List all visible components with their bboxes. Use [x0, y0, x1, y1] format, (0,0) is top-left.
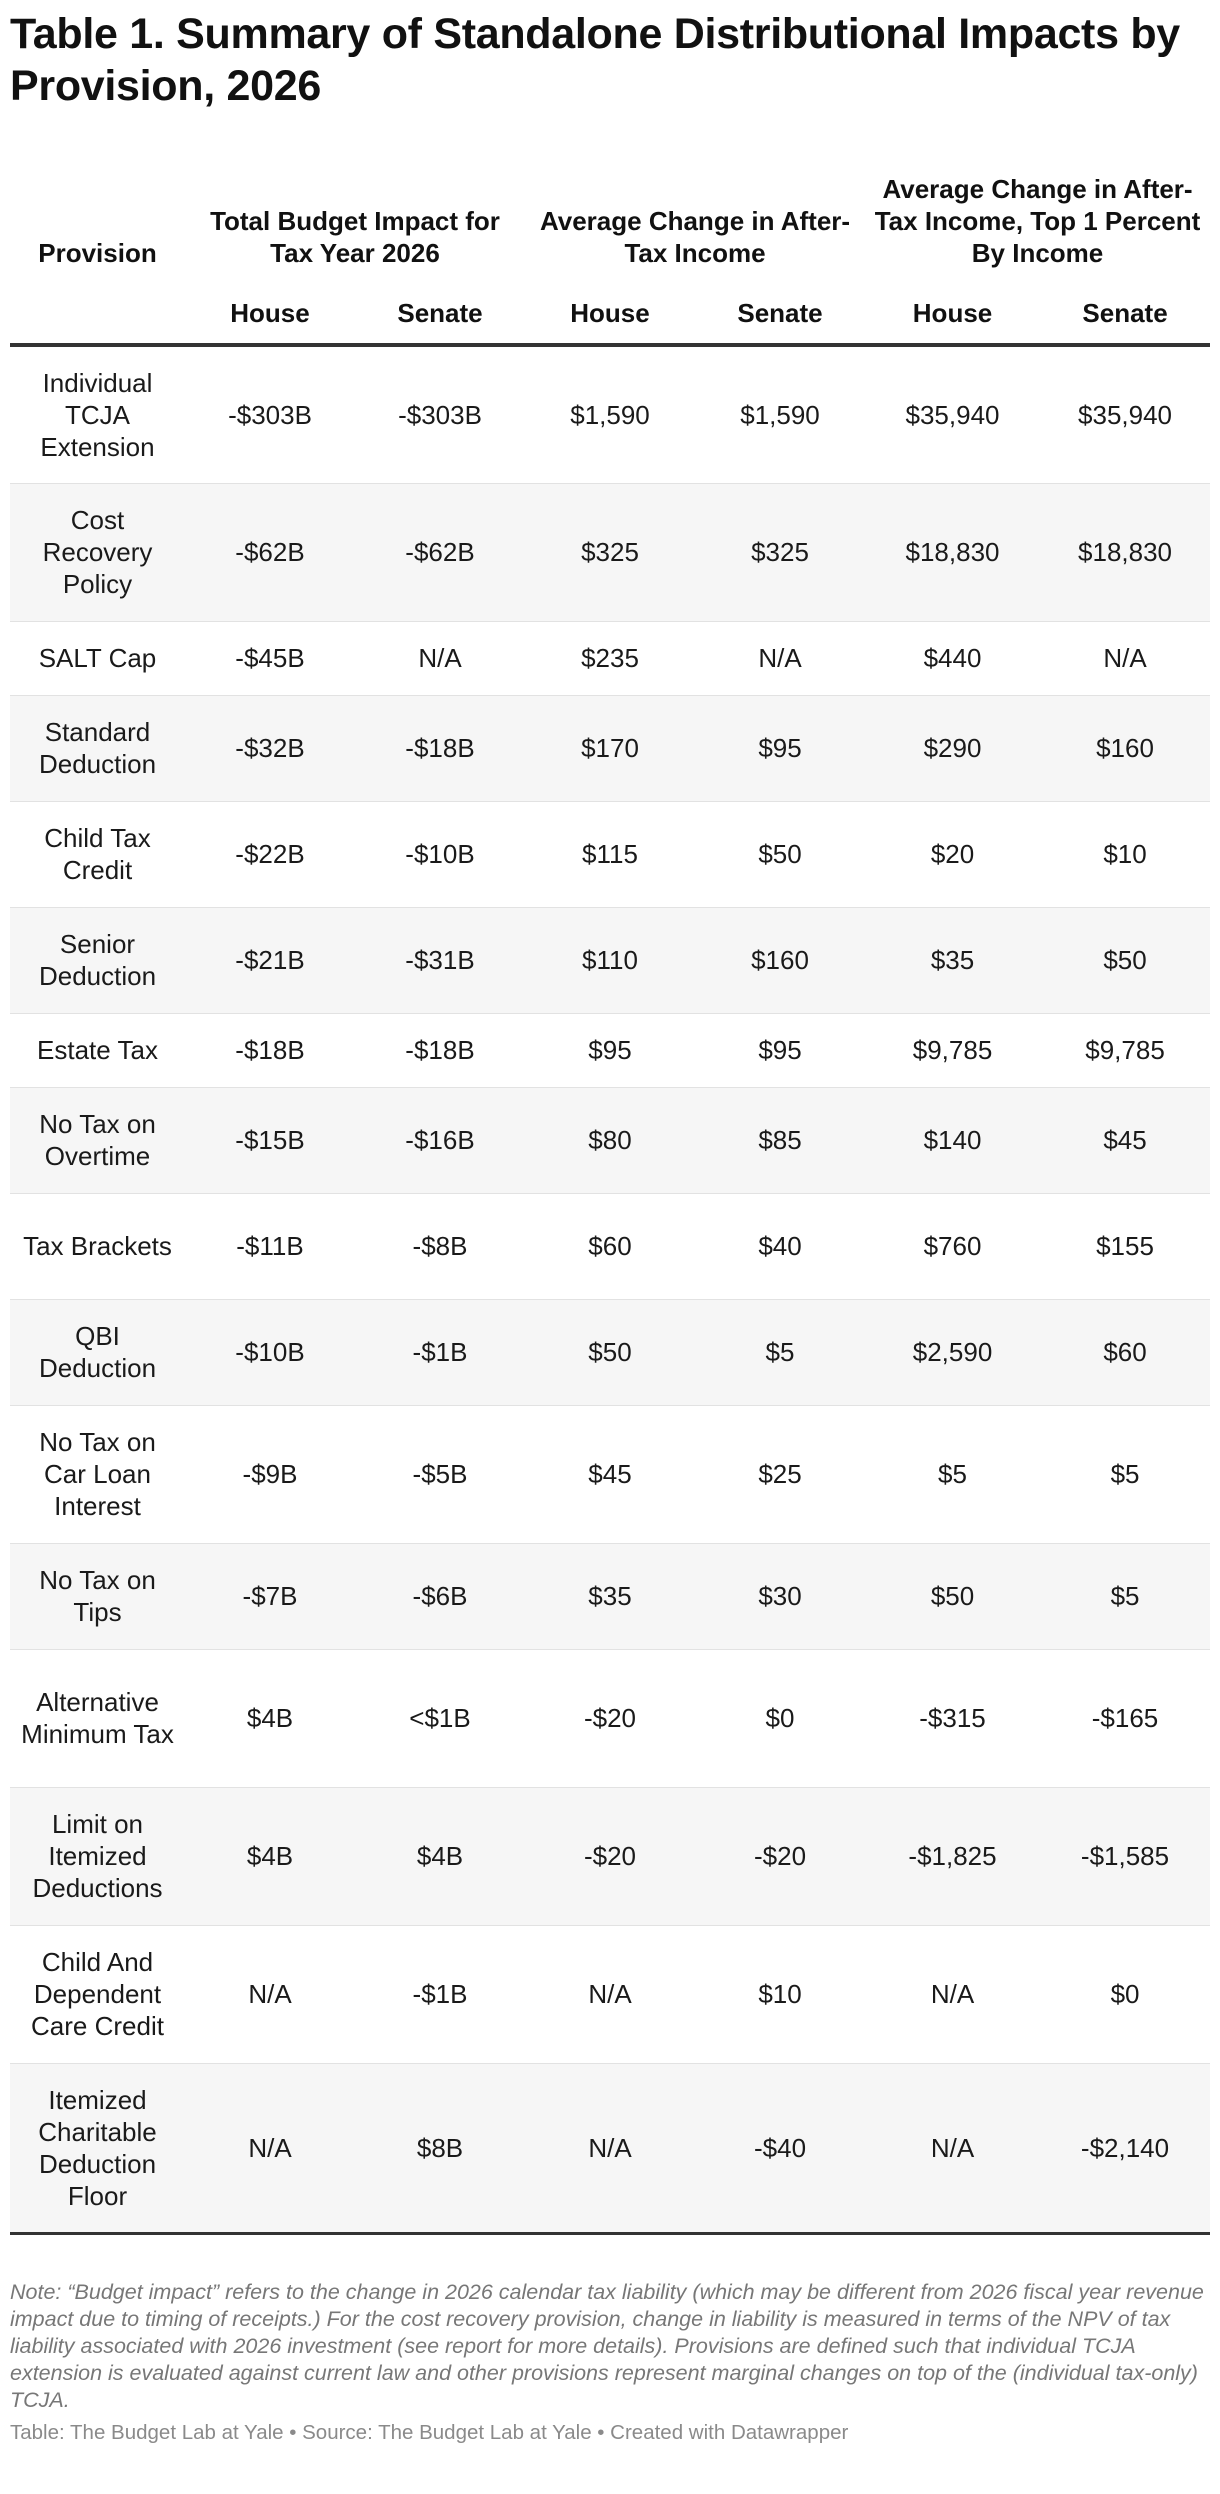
value-cell: -$18B — [185, 1013, 355, 1087]
value-cell: $18,830 — [1040, 483, 1210, 621]
provision-cell: No Tax on Tips — [10, 1543, 185, 1649]
value-cell: $170 — [525, 695, 695, 801]
table-row — [10, 1543, 1210, 1649]
value-cell: $160 — [1040, 695, 1210, 801]
value-cell: $2,590 — [865, 1299, 1040, 1405]
value-cell: -$7B — [185, 1543, 355, 1649]
value-cell: -$20 — [695, 1787, 865, 1925]
header-group-row — [10, 172, 1210, 283]
column-header-house: House — [865, 283, 1040, 345]
value-cell: N/A — [355, 621, 525, 695]
table-row — [10, 1087, 1210, 1193]
column-group-budget-impact: Total Budget Impact for Tax Year 2026 — [210, 206, 500, 268]
value-cell: N/A — [695, 621, 865, 695]
provision-cell: QBI Deduction — [10, 1299, 185, 1405]
value-cell: -$32B — [185, 695, 355, 801]
value-cell: $25 — [695, 1405, 865, 1543]
value-cell: $35,940 — [865, 345, 1040, 483]
column-header-house: House — [525, 283, 695, 345]
provision-cell: Limit on Itemized Deductions — [10, 1787, 185, 1925]
value-cell: -$16B — [355, 1087, 525, 1193]
value-cell: $95 — [695, 1013, 865, 1087]
value-cell: $290 — [865, 695, 1040, 801]
value-cell: $20 — [865, 801, 1040, 907]
provision-cell: Individual TCJA Extension — [10, 345, 185, 483]
value-cell: N/A — [865, 2063, 1040, 2233]
table-row — [10, 1405, 1210, 1543]
value-cell: -$18B — [355, 695, 525, 801]
value-cell: <$1B — [355, 1649, 525, 1787]
value-cell: -$1B — [355, 1299, 525, 1405]
value-cell: $35,940 — [1040, 345, 1210, 483]
table-source: Table: The Budget Lab at Yale • Source: The Budget Lab at Yale • Created with Datawrapper — [10, 2420, 849, 2444]
value-cell: -$8B — [355, 1193, 525, 1299]
column-header-empty — [10, 283, 185, 345]
value-cell: $95 — [695, 695, 865, 801]
table-row — [10, 2063, 1210, 2233]
value-cell: N/A — [1040, 621, 1210, 695]
value-cell: $45 — [1040, 1087, 1210, 1193]
value-cell: $45 — [525, 1405, 695, 1543]
value-cell: -$2,140 — [1040, 2063, 1210, 2233]
value-cell: $30 — [695, 1543, 865, 1649]
value-cell: -$62B — [185, 483, 355, 621]
value-cell: N/A — [185, 1925, 355, 2063]
value-cell: -$5B — [355, 1405, 525, 1543]
column-group-top-1-percent: Average Change in After-Tax Income, Top 1 Percent By Income — [874, 174, 1201, 268]
table-row — [10, 483, 1210, 621]
value-cell: $5 — [1040, 1543, 1210, 1649]
table-row — [10, 1649, 1210, 1787]
value-cell: $110 — [525, 907, 695, 1013]
value-cell: $18,830 — [865, 483, 1040, 621]
provision-cell: No Tax on Overtime — [10, 1087, 185, 1193]
value-cell: -$1,825 — [865, 1787, 1040, 1925]
value-cell: N/A — [185, 2063, 355, 2233]
provision-cell: Standard Deduction — [10, 695, 185, 801]
value-cell: $60 — [1040, 1299, 1210, 1405]
value-cell: -$1B — [355, 1925, 525, 2063]
value-cell: -$18B — [355, 1013, 525, 1087]
value-cell: $0 — [1040, 1925, 1210, 2063]
value-cell: $35 — [865, 907, 1040, 1013]
column-header-senate: Senate — [1040, 283, 1210, 345]
value-cell: -$15B — [185, 1087, 355, 1193]
value-cell: $325 — [695, 483, 865, 621]
column-group-after-tax-income: Average Change in After-Tax Income — [539, 206, 851, 268]
value-cell: $9,785 — [1040, 1013, 1210, 1087]
table-row — [10, 801, 1210, 907]
value-cell: $10 — [695, 1925, 865, 2063]
provision-cell: SALT Cap — [10, 621, 185, 695]
provision-cell: Alternative Minimum Tax — [10, 1649, 185, 1787]
value-cell: -$20 — [525, 1787, 695, 1925]
value-cell: $35 — [525, 1543, 695, 1649]
table-row — [10, 1193, 1210, 1299]
value-cell: $85 — [695, 1087, 865, 1193]
value-cell: -$22B — [185, 801, 355, 907]
value-cell: $8B — [355, 2063, 525, 2233]
value-cell: $0 — [695, 1649, 865, 1787]
value-cell: -$9B — [185, 1405, 355, 1543]
value-cell: N/A — [525, 1925, 695, 2063]
provision-cell: Child Tax Credit — [10, 801, 185, 907]
value-cell: $80 — [525, 1087, 695, 1193]
value-cell: -$10B — [185, 1299, 355, 1405]
value-cell: $440 — [865, 621, 1040, 695]
provision-cell: Estate Tax — [10, 1013, 185, 1087]
value-cell: -$40 — [695, 2063, 865, 2233]
column-header-senate: Senate — [355, 283, 525, 345]
value-cell: N/A — [525, 2063, 695, 2233]
value-cell: -$315 — [865, 1649, 1040, 1787]
value-cell: $140 — [865, 1087, 1040, 1193]
provision-cell: Senior Deduction — [10, 907, 185, 1013]
column-header-provision: Provision — [38, 238, 157, 268]
provision-cell: Tax Brackets — [10, 1193, 185, 1299]
column-header-house: House — [185, 283, 355, 345]
value-cell: $10 — [1040, 801, 1210, 907]
table-body — [10, 345, 1210, 2233]
header-sub-row — [10, 283, 1210, 345]
value-cell: $115 — [525, 801, 695, 907]
table-row — [10, 1925, 1210, 2063]
value-cell: $325 — [525, 483, 695, 621]
value-cell: -$6B — [355, 1543, 525, 1649]
value-cell: $50 — [1040, 907, 1210, 1013]
value-cell: -$11B — [185, 1193, 355, 1299]
provision-cell: Child And Dependent Care Credit — [10, 1925, 185, 2063]
value-cell: $50 — [525, 1299, 695, 1405]
value-cell: -$45B — [185, 621, 355, 695]
table-row — [10, 695, 1210, 801]
value-cell: -$1,585 — [1040, 1787, 1210, 1925]
provision-table — [10, 172, 1210, 2235]
value-cell: $235 — [525, 621, 695, 695]
value-cell: $4B — [355, 1787, 525, 1925]
value-cell: $160 — [695, 907, 865, 1013]
table-row — [10, 907, 1210, 1013]
column-header-senate: Senate — [695, 283, 865, 345]
value-cell: $4B — [185, 1787, 355, 1925]
provision-cell: No Tax on Car Loan Interest — [10, 1405, 185, 1543]
value-cell: $1,590 — [525, 345, 695, 483]
value-cell: -$62B — [355, 483, 525, 621]
table-row — [10, 1787, 1210, 1925]
table-row — [10, 1013, 1210, 1087]
table-row — [10, 621, 1210, 695]
table-row — [10, 345, 1210, 483]
value-cell: $50 — [865, 1543, 1040, 1649]
value-cell: $50 — [695, 801, 865, 907]
value-cell: $5 — [1040, 1405, 1210, 1543]
value-cell: $5 — [865, 1405, 1040, 1543]
value-cell: -$165 — [1040, 1649, 1210, 1787]
provision-cell: Cost Recovery Policy — [10, 483, 185, 621]
value-cell: -$303B — [185, 345, 355, 483]
value-cell: -$21B — [185, 907, 355, 1013]
value-cell: $1,590 — [695, 345, 865, 483]
value-cell: -$10B — [355, 801, 525, 907]
value-cell: $40 — [695, 1193, 865, 1299]
value-cell: $760 — [865, 1193, 1040, 1299]
table-title: Table 1. Summary of Standalone Distributional Impacts by Provision, 2026 — [10, 10, 1180, 110]
value-cell: -$31B — [355, 907, 525, 1013]
table-row — [10, 1299, 1210, 1405]
value-cell: -$20 — [525, 1649, 695, 1787]
value-cell: $9,785 — [865, 1013, 1040, 1087]
value-cell: $95 — [525, 1013, 695, 1087]
value-cell: N/A — [865, 1925, 1040, 2063]
value-cell: $5 — [695, 1299, 865, 1405]
provision-cell: Itemized Charitable Deduction Floor — [10, 2063, 185, 2233]
value-cell: $60 — [525, 1193, 695, 1299]
value-cell: $4B — [185, 1649, 355, 1787]
value-cell: $155 — [1040, 1193, 1210, 1299]
value-cell: -$303B — [355, 345, 525, 483]
table-note: Note: “Budget impact” refers to the change in 2026 calendar tax liability (which may be different from 2026 fiscal year revenue impact due to timing of receipts.) For the cost recovery provision, change in liability is measured in terms of the NPV of tax liability associated with 2026 investment (see report for more details). Provisions are defined such that individual TCJA extension is evaluated against current law and other provisions represent marginal changes on top of the (individual tax-only) TCJA. — [10, 2279, 1204, 2412]
